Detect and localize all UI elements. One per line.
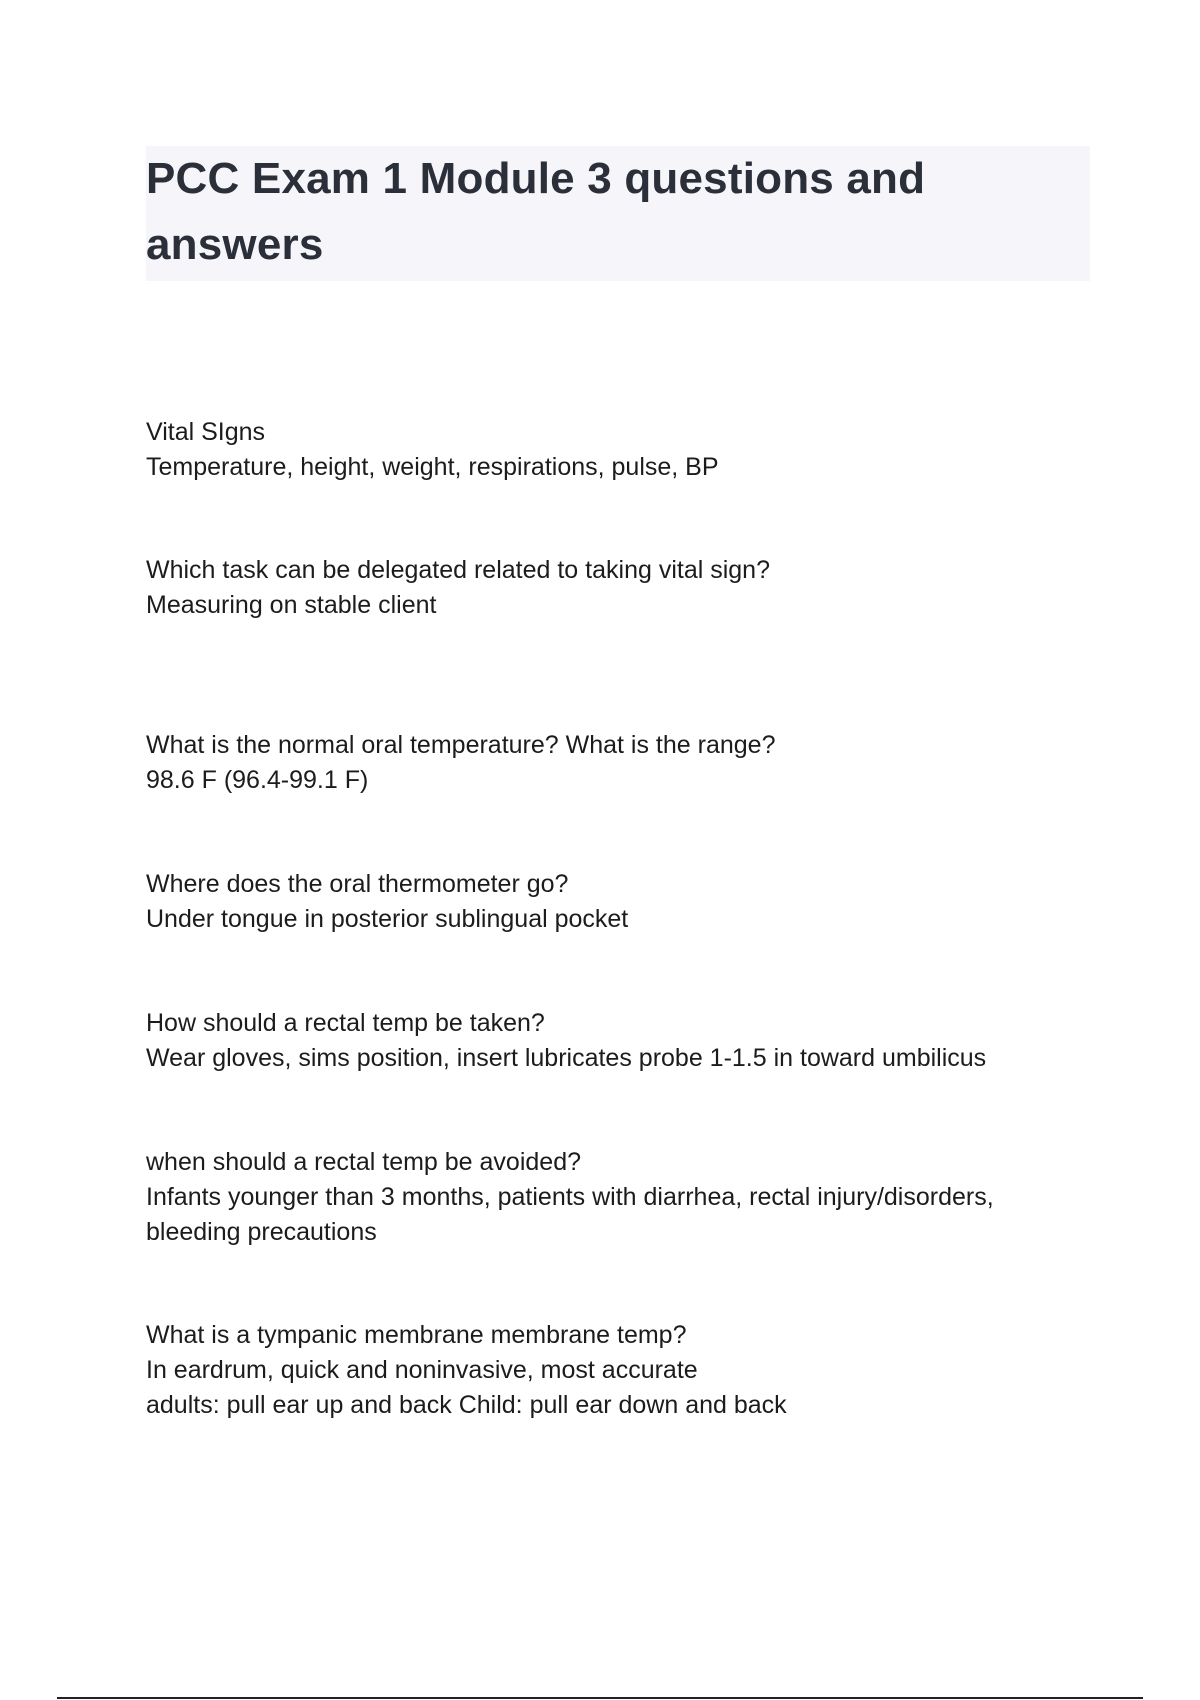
page-footer-rule — [57, 1697, 1143, 1699]
question-text: when should a rectal temp be avoided? — [146, 1148, 582, 1176]
qa-item-delegation — [146, 553, 1066, 623]
qa-item-vital-signs — [146, 415, 1066, 485]
qa-item-oral-temperature — [146, 728, 1066, 798]
answer-text: Under tongue in posterior sublingual pocket — [146, 905, 629, 933]
qa-item-rectal-temp — [146, 1006, 1066, 1076]
qa-item-tympanic-temp — [146, 1318, 1066, 1423]
question-text: What is a tympanic membrane membrane temp? — [146, 1321, 687, 1349]
document-title: PCC Exam 1 Module 3 questions and answers — [146, 154, 926, 269]
question-text: Where does the oral thermometer go? — [146, 870, 569, 898]
question-text: Vital SIgns — [146, 418, 266, 446]
question-text: Which task can be delegated related to taking vital sign? — [146, 556, 770, 584]
question-text: How should a rectal temp be taken? — [146, 1009, 545, 1037]
answer-text: Temperature, height, weight, respirations, pulse, BP — [146, 453, 719, 481]
answer-text: Wear gloves, sims position, insert lubricates probe 1-1.5 in toward umbilicus — [146, 1044, 987, 1072]
answer-text: Measuring on stable client — [146, 591, 437, 619]
answer-text: 98.6 F (96.4-99.1 F) — [146, 766, 369, 794]
answer-text: In eardrum, quick and noninvasive, most accurate adults: pull ear up and back Child: pull ear down and back — [146, 1356, 787, 1419]
qa-item-rectal-avoid — [146, 1145, 1066, 1250]
title-banner — [146, 146, 1090, 281]
question-text: What is the normal oral temperature? What is the range? — [146, 731, 776, 759]
qa-item-oral-thermometer — [146, 867, 1066, 937]
answer-text: Infants younger than 3 months, patients with diarrhea, rectal injury/disorders, bleeding precautions — [146, 1183, 1001, 1246]
